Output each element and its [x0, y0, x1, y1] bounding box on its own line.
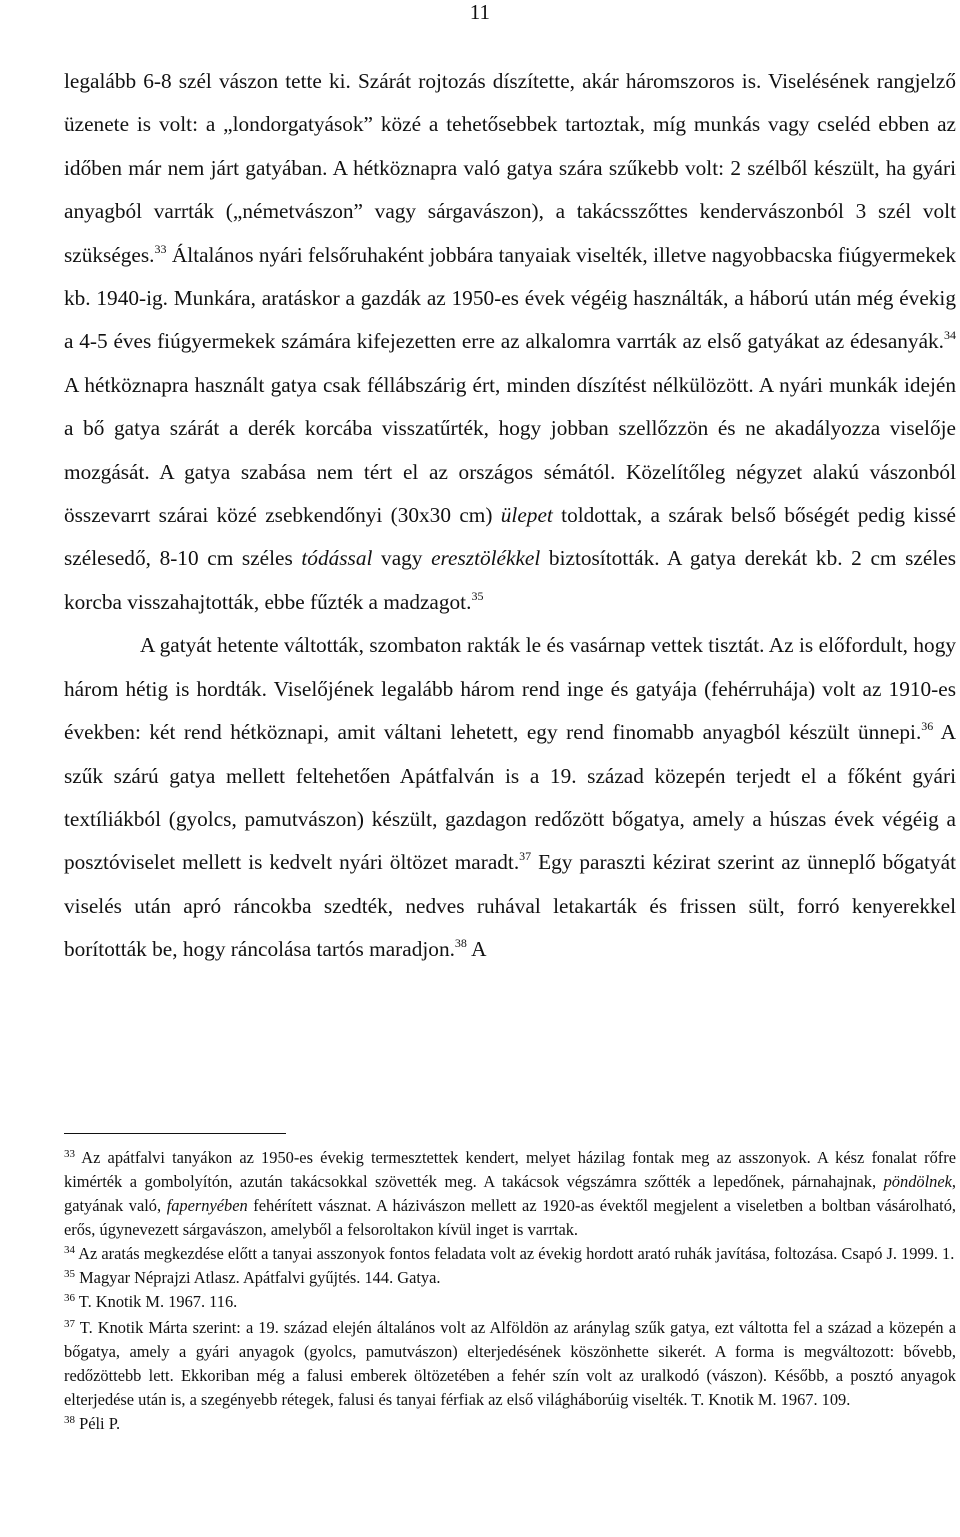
text-run: A szűk szárú gatya mellett feltehetően Apátfalván is a 19. század közepén terjedt el a főként gyári textíliákból (gyolcs, pamutvászon) készült, gazdagon redőzött bőgatya, amely a húszas évek végéig a posztóviselet mellett is kedvelt nyári öltözet maradt. — [64, 720, 956, 875]
footnote — [64, 1146, 956, 1242]
text-run: A hétköznapra használt gatya csak féllábszárig ért, minden díszítést nélkülözött. A nyári munkák idején a bő gatya szárát a derék korcába visszatűrték, hogy jobban szellőzzön és ne akadályozza viselője mozgását. A gatya szabása nem tért el az országos sémától. Közelítőleg négyzet alakú vászonból összevarrt szárai közé zsebkendőnyi (30x30 cm) — [64, 372, 956, 528]
text-run: Péli P. — [75, 1414, 121, 1433]
italic-term: ülepet — [500, 503, 553, 528]
footnote-number: 34 — [64, 1244, 75, 1256]
footnote — [64, 1242, 956, 1266]
footnote-ref: 34 — [944, 328, 956, 343]
footnote-number: 36 — [64, 1292, 75, 1304]
text-run: Egy paraszti kézirat szerint az ünneplő bőgatyát viselés után apró ráncokba szedték, nedves ruhával letakarták és frissen sült, forró kenyerekkel borították be, hogy ráncolása tartós maradjon. — [64, 850, 956, 962]
footnote-ref: 35 — [471, 588, 484, 603]
footnote-number: 37 — [64, 1318, 75, 1330]
footnote — [64, 1266, 956, 1290]
footnote — [64, 1412, 956, 1436]
text-run: , gatyának való, — [64, 1172, 956, 1215]
text-run: vagy — [372, 546, 432, 571]
italic-term: fapernyében — [166, 1196, 248, 1215]
footnote — [64, 1316, 956, 1412]
text-run: legalább 6-8 szél vászon tette ki. Szárát rojtozás díszítette, akár háromszoros is. Viselésének rangjelző üzenete is volt: a „londorgatyások” közé a tehetősebbek tartoztak, míg munkás vagy cseléd ebben az időben már nem járt gatyában. A hétköznapra való gatya szára szűkebb volt: 2 szélből készült, ha gyári anyagból varrták („németvászon” vagy sárgavászon), a takácsszőttes kendervászonból 3 szél volt szükséges. — [64, 69, 956, 267]
paragraph — [64, 60, 956, 624]
footnote-ref: 36 — [921, 719, 934, 734]
page-number: 11 — [469, 0, 490, 24]
main-text — [64, 60, 956, 972]
text-run: T. Knotik M. 1967. 116. — [75, 1292, 238, 1311]
footnote-number: 33 — [64, 1148, 75, 1160]
italic-term: pöndölnek — [883, 1172, 952, 1191]
footnote-number: 38 — [64, 1414, 75, 1426]
paragraph — [64, 624, 956, 971]
text-run: Az apátfalvi tanyákon az 1950-es évekig termesztettek kendert, melyet házilag fontak meg az asszonyok. A kész fonalat rőfre kimérték a gombolyítón, azután takácsokkal szövették meg. A takácsok végszámra szőtték a lepedőnek, párnahajnak, — [64, 1148, 956, 1191]
text-run: T. Knotik Márta szerint: a 19. század elején általános volt az Alföldön az aránylag szűk gatya, ezt váltotta fel a század a közepén a bőgatya, amely a gyári anyagok (gyolcs, pamutvászon) elterjedésének köszönhette sikerét. A forma is megváltozott: bővebb, redőzöttebb lett. Ekkoriban még a falusi emberek öltözetében a fehér szín volt az uralkodó (vászon). Később, a posztó anyagok elterjedése után is, a szegényebb rétegek, falusi és tanyai férfiak az első világháborúig viselték. T. Knotik M. 1967. 109. — [64, 1318, 956, 1409]
footnote-separator — [64, 1133, 286, 1134]
text-run: Magyar Néprajzi Atlasz. Apátfalvi gyűjtés. 144. Gatya. — [75, 1268, 441, 1287]
text-run: Az aratás megkezdése előtt a tanyai asszonyok fontos feladata volt az évekig hordott arató ruhák javítása, foltozása. Csapó J. 1999. 1. — [75, 1244, 955, 1263]
footnote-ref: 37 — [519, 849, 532, 864]
footnote-ref: 33 — [154, 241, 167, 256]
italic-term: eresztölékkel — [431, 546, 541, 571]
text-run: toldottak, a szárak belső bőségét pedig kissé szélesedő, 8-10 cm széles — [64, 503, 956, 571]
footnotes — [64, 1140, 956, 1436]
text-run: A — [466, 937, 487, 962]
text-run: A gatyát hetente váltották, szombaton rakták le és vasárnap vettek tisztát. Az is előfordult, hogy három hétig is hordták. Viselőjének legalább három rend inge és gatyája (fehérruhája) volt az 1910-es években: két rend hétköznapi, amit váltani lehetett, egy rend finomabb anyagból készült ünnepi. — [64, 633, 956, 745]
footnote — [64, 1290, 956, 1314]
text-run: Általános nyári felsőruhaként jobbára tanyaiak viselték, illetve nagyobbacska fiúgyermekek kb. 1940-ig. Munkára, aratáskor a gazdák az 1950-es évek végéig használták, a háború után még évekig a 4-5 éves fiúgyermekek számára kifejezetten erre az alkalomra varrták az első gatyákat az édesanyák. — [64, 242, 956, 354]
italic-term: tódással — [301, 546, 373, 571]
text-run: fehérített vásznat. A házivászon mellett az 1920-as évektől megjelent a viseletben a boltban vásárolható, erős, úgynevezett sárgavászon, amelyből a felsoroltakon kívül inget is varrtak. — [64, 1196, 956, 1239]
footnote-ref: 38 — [454, 936, 467, 951]
footnote-number: 35 — [64, 1268, 75, 1280]
text-run: biztosították. A gatya derekát kb. 2 cm széles korcba visszahajtották, ebbe fűzték a madzagot. — [64, 546, 956, 614]
